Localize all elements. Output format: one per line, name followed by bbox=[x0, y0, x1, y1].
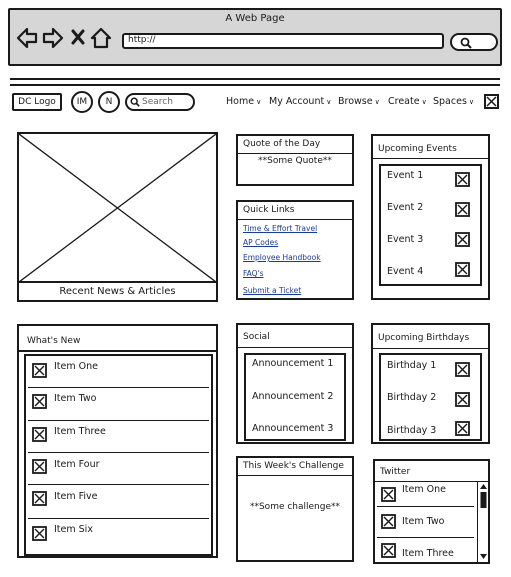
home-icon[interactable] bbox=[92, 29, 110, 47]
checkbox-x-icon[interactable] bbox=[455, 421, 470, 436]
caption-divider bbox=[19, 281, 216, 283]
quote-text: **Some Quote** bbox=[258, 156, 332, 166]
checkbox-x-icon[interactable] bbox=[32, 459, 47, 474]
list-item-label[interactable]: Item One bbox=[54, 361, 98, 372]
link-employee-handbook[interactable]: Employee Handbook bbox=[243, 253, 321, 262]
row-divider bbox=[28, 484, 209, 485]
link-submit-ticket[interactable]: Submit a Ticket bbox=[243, 286, 302, 295]
checkbox-x-icon[interactable] bbox=[381, 543, 396, 558]
tweet-label[interactable]: Item Two bbox=[402, 516, 445, 527]
title-divider bbox=[19, 350, 216, 352]
menu-my-account[interactable] bbox=[269, 96, 331, 107]
list-item-label[interactable]: Item Six bbox=[54, 524, 93, 535]
close-box-icon[interactable] bbox=[484, 94, 499, 109]
menu-label: Home bbox=[226, 96, 255, 107]
social-list bbox=[244, 353, 346, 441]
forward-arrow-icon[interactable] bbox=[44, 29, 62, 47]
event-label[interactable]: Event 2 bbox=[387, 202, 424, 213]
title-divider bbox=[238, 219, 352, 220]
list-item-label[interactable]: Item Five bbox=[54, 491, 98, 502]
title-divider bbox=[238, 347, 352, 348]
panel-title: This Week's Challenge bbox=[243, 461, 344, 471]
scroll-up-icon[interactable] bbox=[480, 484, 487, 489]
url-field[interactable]: http:// bbox=[122, 33, 444, 49]
news-panel[interactable] bbox=[17, 132, 218, 302]
checkbox-x-icon[interactable] bbox=[455, 362, 470, 377]
row-divider bbox=[28, 518, 209, 519]
panel-title: Social bbox=[243, 332, 270, 342]
birthday-label[interactable]: Birthday 2 bbox=[387, 392, 437, 403]
header-divider bbox=[10, 78, 500, 80]
challenge-panel bbox=[236, 456, 354, 562]
birthdays-list bbox=[379, 353, 482, 441]
panel-title: Upcoming Events bbox=[378, 144, 457, 154]
close-x-icon[interactable] bbox=[73, 31, 83, 43]
birthdays-panel bbox=[371, 323, 490, 444]
title-divider bbox=[373, 348, 488, 349]
link-time-effort-travel[interactable]: Time & Effort Travel bbox=[243, 224, 318, 233]
menu-browse[interactable] bbox=[338, 96, 380, 107]
list-item-label[interactable]: Item Four bbox=[54, 459, 100, 470]
whats-new-panel bbox=[17, 324, 218, 558]
back-arrow-icon[interactable] bbox=[18, 29, 36, 47]
twitter-panel bbox=[373, 459, 490, 564]
search-placeholder: Search bbox=[142, 97, 173, 107]
header-divider bbox=[10, 84, 500, 86]
list-item-label[interactable]: Item Three bbox=[54, 426, 106, 437]
checkbox-x-icon[interactable] bbox=[381, 514, 396, 529]
menu-label: My Account bbox=[269, 96, 325, 107]
panel-title: Twitter bbox=[380, 467, 411, 477]
menu-label: Create bbox=[388, 96, 420, 107]
scrollbar[interactable] bbox=[477, 481, 488, 562]
whats-new-list bbox=[24, 354, 213, 556]
event-label[interactable]: Event 3 bbox=[387, 234, 424, 245]
birthday-label[interactable]: Birthday 1 bbox=[387, 360, 437, 371]
row-divider bbox=[28, 420, 209, 421]
link-faqs[interactable]: FAQ's bbox=[243, 269, 264, 278]
panel-title: What's New bbox=[27, 336, 81, 346]
panel-title: Quick Links bbox=[243, 205, 295, 215]
challenge-text: **Some challenge** bbox=[249, 502, 341, 512]
checkbox-x-icon[interactable] bbox=[455, 262, 470, 277]
browser-nav-icons bbox=[16, 26, 120, 50]
panel-title: Quote of the Day bbox=[243, 139, 321, 149]
row-divider bbox=[28, 452, 209, 453]
checkbox-x-icon[interactable] bbox=[32, 491, 47, 506]
events-panel bbox=[371, 134, 490, 300]
announcement-label[interactable]: Announcement 3 bbox=[252, 423, 334, 434]
tweet-label[interactable]: Item One bbox=[402, 484, 446, 495]
search-icon bbox=[130, 97, 140, 107]
row-divider bbox=[28, 387, 209, 388]
window-title: A Web Page bbox=[225, 13, 285, 24]
checkbox-x-icon[interactable] bbox=[32, 394, 47, 409]
title-divider bbox=[238, 475, 352, 476]
chevron-down-icon: ∨ bbox=[374, 98, 380, 106]
site-logo[interactable]: DC Logo bbox=[12, 93, 62, 111]
checkbox-x-icon[interactable] bbox=[455, 202, 470, 217]
avatar-n[interactable]: N bbox=[98, 91, 120, 113]
checkbox-x-icon[interactable] bbox=[455, 392, 470, 407]
list-item-label[interactable]: Item Two bbox=[54, 393, 97, 404]
announcement-label[interactable]: Announcement 1 bbox=[252, 358, 334, 369]
panel-title: Upcoming Birthdays bbox=[378, 333, 470, 343]
social-panel bbox=[236, 323, 354, 444]
checkbox-x-icon[interactable] bbox=[32, 427, 47, 442]
menu-label: Browse bbox=[338, 96, 373, 107]
quick-links-panel bbox=[236, 200, 354, 300]
menu-create[interactable] bbox=[388, 96, 427, 107]
chevron-down-icon: ∨ bbox=[421, 98, 427, 106]
image-placeholder-icon bbox=[19, 134, 216, 282]
events-list bbox=[379, 164, 482, 286]
link-ap-codes[interactable]: AP Codes bbox=[243, 238, 279, 247]
scroll-down-icon[interactable] bbox=[480, 554, 487, 559]
birthday-label[interactable]: Birthday 3 bbox=[387, 425, 437, 436]
event-label[interactable]: Event 4 bbox=[387, 266, 424, 277]
checkbox-x-icon[interactable] bbox=[381, 487, 396, 502]
menu-home[interactable] bbox=[226, 96, 261, 107]
row-divider bbox=[377, 506, 474, 507]
event-label[interactable]: Event 1 bbox=[387, 170, 424, 181]
chevron-down-icon: ∨ bbox=[256, 98, 262, 106]
site-search-input[interactable] bbox=[125, 93, 195, 111]
title-divider bbox=[373, 158, 488, 159]
menu-label: Spaces bbox=[433, 96, 467, 107]
checkbox-x-icon[interactable] bbox=[32, 363, 47, 378]
row-divider bbox=[377, 537, 474, 538]
avatar-im[interactable]: IM bbox=[71, 91, 93, 113]
search-icon bbox=[460, 37, 472, 49]
browser-window-chrome bbox=[8, 8, 502, 66]
title-divider bbox=[375, 481, 488, 482]
quote-panel bbox=[236, 134, 354, 186]
browser-search-field[interactable] bbox=[450, 33, 498, 51]
scrollbar-thumb[interactable] bbox=[481, 492, 487, 508]
checkbox-x-icon[interactable] bbox=[32, 526, 47, 541]
announcement-label[interactable]: Announcement 2 bbox=[252, 391, 334, 402]
chevron-down-icon: ∨ bbox=[326, 98, 332, 106]
menu-spaces[interactable] bbox=[433, 96, 474, 107]
chevron-down-icon: ∨ bbox=[468, 98, 475, 106]
tweet-label[interactable]: Item Three bbox=[402, 548, 454, 559]
title-divider bbox=[238, 153, 352, 154]
checkbox-x-icon[interactable] bbox=[455, 172, 470, 187]
checkbox-x-icon[interactable] bbox=[455, 232, 470, 247]
news-caption[interactable]: Recent News & Articles bbox=[59, 286, 176, 297]
